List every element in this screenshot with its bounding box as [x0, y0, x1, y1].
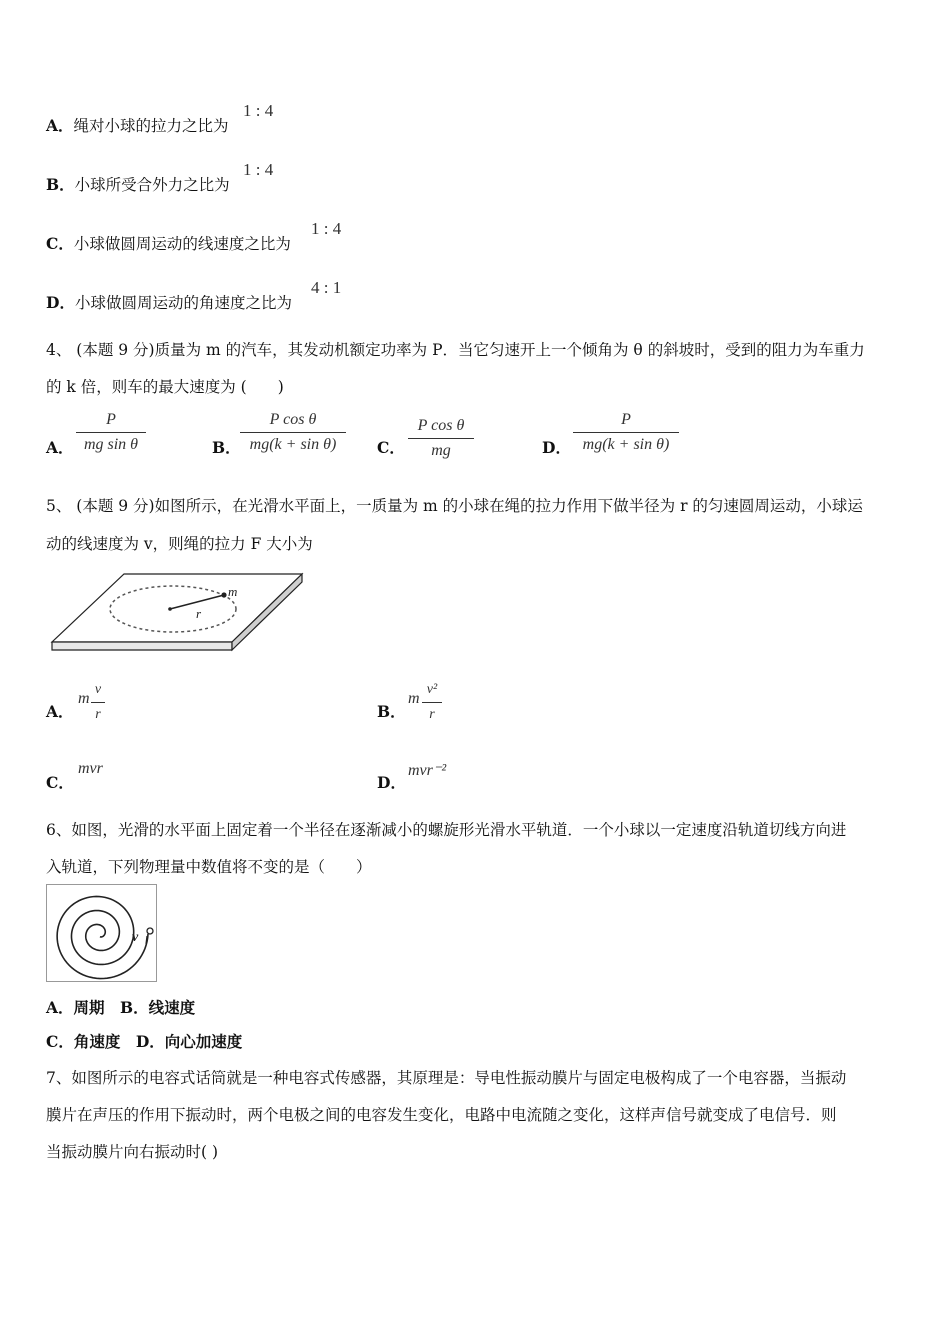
- velocity-label: v: [132, 930, 139, 945]
- denominator: mg: [431, 442, 451, 459]
- denominator: r: [429, 707, 435, 722]
- q4-option-b-fraction: [240, 410, 346, 455]
- q6-stem-line2: 入轨道，下列物理量中数值将不变的是（ ）: [46, 858, 372, 876]
- mass-label: m: [228, 584, 238, 599]
- q5-option-d-expr: mvr⁻²: [408, 762, 447, 779]
- q3-option-b-ratio: 1 : 4: [243, 160, 274, 179]
- q6-options-row1: [46, 996, 195, 1018]
- denominator: mg sin θ: [83, 436, 139, 453]
- denominator: mg(k + sin θ): [249, 436, 337, 453]
- q3-option-a-ratio: 1 : 4: [243, 101, 274, 120]
- numerator: P: [106, 411, 116, 428]
- q4-option-d-label: D．: [542, 438, 571, 457]
- q7-stem-line2: 膜片在声压的作用下振动时，两个电极之间的电容发生变化，电路中电流随之变化，这样声信号就变成了电信号．则: [46, 1106, 837, 1124]
- q7-stem-line1: 7、如图所示的电容式话筒就是一种电容式传感器，其原理是：导电性振动膜片与固定电极构成了一个电容器，当振动: [46, 1069, 847, 1087]
- q6-spiral-figure: [46, 884, 159, 984]
- options-text: C．角速度 D．向心加速度: [46, 1032, 243, 1051]
- option-text: 小球做圆周运动的角速度之比为: [74, 294, 292, 312]
- option-text: 小球做圆周运动的线速度之比为: [73, 235, 291, 253]
- option-label: B．: [46, 175, 75, 194]
- numerator: P cos θ: [417, 417, 465, 434]
- q5-option-b-label: B．: [377, 702, 406, 721]
- ball: [221, 592, 226, 597]
- q4-option-b-label: B．: [212, 438, 241, 457]
- q4-option-c-label: C．: [377, 438, 405, 457]
- q3-option-b: [46, 173, 230, 195]
- q6-stem-line1: 6、如图，光滑的水平面上固定着一个半径在逐渐减小的螺旋形光滑水平轨道．一个小球以一定速度沿轨道切线方向进: [46, 821, 847, 839]
- q3-option-c: [46, 232, 291, 254]
- q5-option-c-expr: mvr: [78, 760, 103, 777]
- option-text: 小球所受合外力之比为: [74, 176, 230, 194]
- denominator: r: [95, 707, 101, 722]
- option-label: D．: [46, 293, 75, 312]
- center-point: [168, 607, 172, 611]
- q4-stem-line2: 的 k 倍，则车的最大速度为 ( ): [46, 378, 284, 396]
- numerator: v²: [426, 682, 438, 697]
- q4-stem-line1: 4、 (本题 9 分)质量为 m 的汽车，其发动机额定功率为 P．当它匀速开上一个倾角为 θ 的斜坡时，受到的阻力为车重力: [46, 341, 865, 359]
- options-text: A．周期 B．线速度: [46, 998, 196, 1017]
- radius-label: r: [196, 606, 202, 621]
- q5-stem-line2: 动的线速度为 v，则绳的拉力 F 大小为: [46, 535, 313, 553]
- numerator: v: [94, 682, 102, 697]
- q5-option-a-fraction: [91, 680, 105, 725]
- q5-option-b-fraction: [422, 680, 442, 725]
- q4-option-a-label: A．: [46, 438, 74, 457]
- q5-option-a-coef: m: [78, 690, 90, 707]
- q5-option-b-coef: m: [408, 690, 420, 707]
- numerator: P: [621, 411, 631, 428]
- option-label: A．: [46, 116, 74, 135]
- q5-option-d-label: D．: [377, 773, 406, 792]
- q4-option-d-fraction: [573, 410, 679, 455]
- q5-option-a-label: A．: [46, 702, 74, 721]
- q5-option-c-label: C．: [46, 773, 74, 792]
- numerator: P cos θ: [269, 411, 317, 428]
- q5-stem-line1: 5、 (本题 9 分)如图所示，在光滑水平面上，一质量为 m 的小球在绳的拉力作用下做半径为 r 的匀速圆周运动，小球运: [46, 497, 863, 515]
- q3-option-a: [46, 114, 229, 136]
- figure-frame: [47, 885, 157, 982]
- q3-option-c-ratio: 1 : 4: [311, 219, 342, 238]
- q4-option-a-fraction: [76, 410, 146, 455]
- plane-front-edge: [52, 642, 232, 650]
- q4-option-c-fraction: [408, 416, 474, 461]
- q5-plane-figure: [46, 568, 308, 654]
- option-text: 绳对小球的拉力之比为: [73, 117, 229, 135]
- q6-options-row2: [46, 1030, 242, 1052]
- q7-stem-line3: 当振动膜片向右振动时( ): [46, 1143, 219, 1161]
- option-label: C．: [46, 234, 74, 253]
- denominator: mg(k + sin θ): [582, 436, 670, 453]
- q3-option-d: [46, 291, 292, 313]
- q3-option-d-ratio: 4 : 1: [311, 278, 342, 297]
